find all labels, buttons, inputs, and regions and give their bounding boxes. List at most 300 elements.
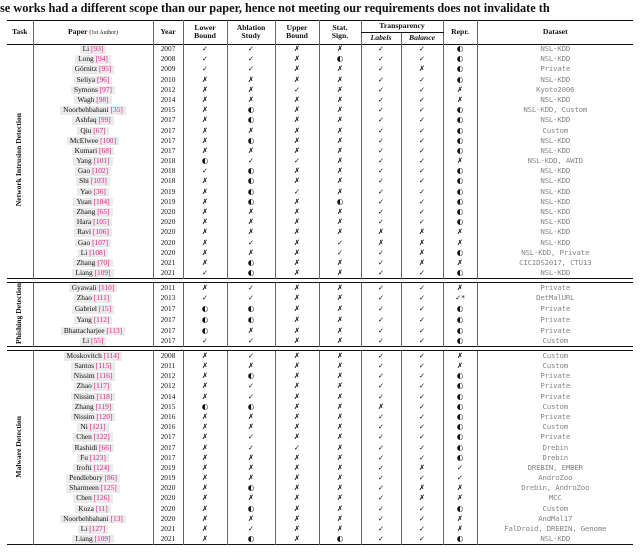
citation-link[interactable]: [105] (93, 217, 110, 227)
labels-mark: ✓ (361, 126, 401, 136)
ablation-study-mark: ◐ (227, 534, 275, 544)
table-row (7, 136, 633, 146)
repr-mark: ✗ (443, 514, 477, 524)
citation-link[interactable]: [124] (93, 463, 110, 472)
labels-mark: ✗ (361, 402, 401, 412)
table-row (7, 238, 633, 248)
dataset-cell: NSL-KDD (477, 228, 633, 238)
citation-link[interactable]: [122] (93, 432, 110, 442)
dataset-cell: DetMalURL (477, 293, 633, 304)
labels-mark: ✓ (361, 422, 401, 432)
stat-sign-mark: ✗ (319, 258, 361, 268)
balance-mark: ✓ (401, 443, 443, 453)
paper-first-author: Gyawali (71, 282, 99, 292)
labels-mark: ✓ (361, 75, 401, 85)
year-cell: 2020 (153, 248, 183, 258)
paper-cell (33, 371, 153, 381)
balance-mark: ✗ (401, 494, 443, 504)
paper-first-author: Li (80, 247, 90, 257)
repr-mark: ◐ (443, 402, 477, 412)
balance-mark: ✓ (401, 136, 443, 146)
citation-link[interactable]: [93] (91, 44, 104, 54)
dataset-cell: AndroZoo (477, 473, 633, 483)
year-cell: 2015 (153, 105, 183, 115)
ablation-study-mark: ✓ (227, 283, 275, 294)
table-row (7, 85, 633, 95)
stat-sign-mark: ✗ (319, 325, 361, 336)
stat-sign-mark: ✗ (319, 412, 361, 422)
citation-link[interactable]: [36] (93, 186, 106, 196)
upper-bound-mark: ✗ (275, 412, 319, 422)
repr-mark: ◐ (443, 315, 477, 326)
year-cell: 2020 (153, 217, 183, 227)
paper-first-author: Liang (75, 268, 95, 277)
table-row (7, 371, 633, 381)
citation-link[interactable]: [119] (95, 401, 112, 411)
repr-mark: ✗ (443, 85, 477, 95)
header-transparency: Transparency (361, 21, 443, 33)
dataset-cell: Private (477, 382, 633, 392)
labels-mark: ✗ (361, 238, 401, 248)
paper-first-author: Hara (76, 217, 94, 227)
year-cell: 2021 (153, 524, 183, 534)
lower-bound-mark: ✗ (183, 483, 227, 493)
dataset-cell: Custom (477, 402, 633, 412)
dataset-cell: NSL-KDD (477, 166, 633, 176)
balance-mark: ✓ (401, 412, 443, 422)
paper-cell (33, 504, 153, 514)
table-row (7, 166, 633, 176)
table-row (7, 283, 633, 294)
repr-mark: ◐ (443, 187, 477, 197)
lower-bound-mark: ✓ (183, 336, 227, 347)
citation-link[interactable]: [67] (93, 125, 106, 135)
table-row (7, 156, 633, 166)
lower-bound-mark: ✗ (183, 217, 227, 227)
upper-bound-mark: ✗ (275, 248, 319, 258)
repr-mark: ✗ (443, 156, 477, 166)
repr-mark: ✗ (443, 228, 477, 238)
upper-bound-mark: ✗ (275, 473, 319, 483)
ablation-study-mark: ◐ (227, 315, 275, 326)
paper-first-author: Noorbehbahani (63, 513, 111, 523)
citation-link[interactable]: [110] (98, 282, 115, 292)
stat-sign-mark: ✗ (319, 514, 361, 524)
lower-bound-mark: ✓ (183, 65, 227, 75)
year-cell: 2013 (153, 293, 183, 304)
paper-cell (33, 166, 153, 176)
ablation-study-mark: ◐ (227, 371, 275, 381)
year-cell: 2017 (153, 325, 183, 336)
header-lower-bound: Lower Bound (183, 21, 227, 45)
dataset-cell: NSL-KDD (477, 534, 633, 544)
citation-link[interactable]: [65] (97, 207, 110, 217)
dataset-cell: MCC (477, 494, 633, 504)
citation-link[interactable]: [114] (103, 351, 120, 361)
balance-mark: ✓ (401, 453, 443, 463)
stat-sign-mark: ✗ (319, 315, 361, 326)
repr-mark: ◐ (443, 248, 477, 258)
balance-mark: ✓ (401, 207, 443, 217)
lower-bound-mark: ✗ (183, 126, 227, 136)
lower-bound-mark: ✗ (183, 382, 227, 392)
citation-link[interactable]: [109] (94, 268, 111, 277)
repr-mark: ◐ (443, 217, 477, 227)
paper-cell (33, 238, 153, 248)
citation-link[interactable]: [68] (99, 146, 112, 155)
table-row (7, 258, 633, 268)
upper-bound-mark: ✗ (275, 325, 319, 336)
year-cell: 2020 (153, 514, 183, 524)
upper-bound-mark: ✗ (275, 75, 319, 85)
dataset-cell: CICIDS2017, CTU13 (477, 258, 633, 268)
year-cell: 2011 (153, 361, 183, 371)
lower-bound-mark: ✗ (183, 105, 227, 115)
table-row (7, 65, 633, 75)
citation-link[interactable]: [120] (96, 412, 113, 421)
dataset-cell: NSL-KDD (477, 177, 633, 187)
balance-mark: ✓ (401, 105, 443, 115)
dataset-cell: Private (477, 315, 633, 326)
ablation-study-mark: ◐ (227, 116, 275, 126)
balance-mark: ✗ (401, 248, 443, 258)
paper-highlight (72, 116, 114, 125)
dataset-cell: Custom (477, 361, 633, 371)
repr-mark: ✗ (443, 283, 477, 294)
paper-highlight (66, 474, 120, 483)
stat-sign-mark: ✗ (319, 177, 361, 187)
paper-highlight (75, 505, 111, 514)
comparison-table (7, 20, 633, 545)
paper-highlight (73, 259, 112, 268)
citation-link[interactable]: [70] (97, 258, 110, 267)
balance-mark: ✓ (401, 85, 443, 95)
stat-sign-mark: ✗ (319, 207, 361, 217)
stat-sign-mark: ✗ (319, 494, 361, 504)
table-row (7, 443, 633, 453)
dataset-cell: NSL-KDD (477, 75, 633, 85)
balance-mark: ✓ (401, 293, 443, 304)
dataset-cell: Drebin (477, 443, 633, 453)
year-cell: 2019 (153, 187, 183, 197)
upper-bound-mark: ✗ (275, 116, 319, 126)
labels-mark: ✓ (361, 336, 401, 347)
year-cell: 2020 (153, 238, 183, 248)
dataset-cell: Custom (477, 126, 633, 136)
labels-mark: ✓ (361, 504, 401, 514)
stat-sign-mark: ✗ (319, 136, 361, 146)
labels-mark: ✓ (361, 54, 401, 64)
ablation-study-mark: ◐ (227, 304, 275, 315)
ablation-study-mark: ✗ (227, 422, 275, 432)
upper-bound-mark: ✗ (275, 136, 319, 146)
citation-link[interactable]: [113] (106, 325, 123, 335)
paper-highlight (73, 433, 112, 442)
year-cell: 2020 (153, 504, 183, 514)
labels-mark: ✓ (361, 453, 401, 463)
ablation-study-mark: ✗ (227, 463, 275, 473)
ablation-study-mark: ✓ (227, 238, 275, 248)
lower-bound-mark: ✓ (183, 54, 227, 64)
paper-cell (33, 283, 153, 294)
paper-cell (33, 126, 153, 136)
paper-highlight (72, 444, 115, 453)
dataset-cell: Private (477, 432, 633, 442)
citation-link[interactable]: [96] (97, 74, 110, 84)
paper-highlight (76, 177, 110, 186)
citation-link[interactable]: [118] (96, 391, 113, 401)
repr-mark: ◐ (443, 325, 477, 336)
paper-cell (33, 402, 153, 412)
dataset-cell: NSL-KDD (477, 268, 633, 278)
paper-first-author: Li (80, 524, 90, 533)
paper-first-author: Ravi (77, 227, 93, 237)
header-year: Year (153, 21, 183, 45)
balance-mark: ✗ (401, 258, 443, 268)
ablation-study-mark: ✗ (227, 453, 275, 463)
dataset-cell: Private (477, 283, 633, 294)
lower-bound-mark: ✗ (183, 116, 227, 126)
table-row (7, 146, 633, 156)
citation-link[interactable]: [126] (93, 493, 110, 503)
table-row (7, 473, 633, 483)
dataset-cell: NSL-KDD, Private (477, 248, 633, 258)
year-cell: 2021 (153, 534, 183, 544)
paper-cell (33, 304, 153, 315)
balance-mark: ✓ (401, 126, 443, 136)
upper-bound-mark: ✗ (275, 351, 319, 361)
lower-bound-mark: ✗ (183, 95, 227, 105)
citation-link[interactable]: [86] (104, 473, 117, 483)
balance-mark: ✓ (401, 325, 443, 336)
table-row (7, 126, 633, 136)
lower-bound-mark: ✗ (183, 207, 227, 217)
citation-link[interactable]: [100] (100, 135, 117, 145)
table-row (7, 494, 633, 504)
labels-mark: ✓ (361, 166, 401, 176)
paper-highlight (72, 269, 113, 278)
citation-link[interactable]: [121] (89, 422, 106, 432)
citation-link[interactable]: [103] (90, 176, 107, 186)
lower-bound-mark: ✗ (183, 412, 227, 422)
upper-bound-mark: ✗ (275, 524, 319, 534)
dataset-cell: NSL-KDD (477, 207, 633, 217)
citation-link[interactable]: [55] (91, 336, 104, 346)
paper-cell (33, 453, 153, 463)
upper-bound-mark: ✗ (275, 463, 319, 473)
upper-bound-mark: ✗ (275, 105, 319, 115)
lower-bound-mark: ◐ (183, 315, 227, 326)
year-cell: 2016 (153, 422, 183, 432)
paper-cell (33, 75, 153, 85)
upper-bound-mark: ✗ (275, 293, 319, 304)
ablation-study-mark: ✗ (227, 412, 275, 422)
ablation-study-mark: ✓ (227, 524, 275, 534)
header-ablation-study: Ablation Study (227, 21, 275, 45)
lower-bound-mark: ✓ (183, 44, 227, 54)
balance-mark: ✓ (401, 146, 443, 156)
ablation-study-mark: ✗ (227, 325, 275, 336)
year-cell: 2019 (153, 463, 183, 473)
repr-mark: ◐ (443, 177, 477, 187)
table-row (7, 422, 633, 432)
lower-bound-mark: ✗ (183, 453, 227, 463)
lower-bound-mark: ✓ (183, 166, 227, 176)
lower-bound-mark: ✗ (183, 514, 227, 524)
paper-highlight (80, 337, 107, 346)
paper-cell (33, 524, 153, 534)
labels-mark: ✓ (361, 534, 401, 544)
paper-cell (33, 325, 153, 336)
citation-link[interactable]: [111] (93, 293, 110, 303)
citation-link[interactable]: [108] (89, 247, 106, 257)
paper-first-author: Gao (77, 237, 93, 247)
paper-first-author: Santos (74, 361, 96, 370)
labels-mark: ✓ (361, 187, 401, 197)
repr-mark: ✓ (443, 463, 477, 473)
paper-cell (33, 258, 153, 268)
citation-link[interactable]: [106] (92, 227, 109, 237)
citation-link[interactable]: [11] (95, 503, 108, 513)
labels-mark: ✓ (361, 361, 401, 371)
paper-first-author: Görnitz (74, 64, 100, 74)
repr-mark: ✓* (443, 293, 477, 304)
citation-link[interactable]: [95] (99, 64, 112, 74)
balance-mark: ✓ (401, 361, 443, 371)
upper-bound-mark: ✗ (275, 432, 319, 442)
ablation-study-mark: ✗ (227, 126, 275, 136)
table-row (7, 54, 633, 64)
paper-first-author: Zhang (74, 401, 96, 411)
balance-mark: ✓ (401, 54, 443, 64)
ablation-study-mark: ✗ (227, 361, 275, 371)
paper-cell (33, 494, 153, 504)
stat-sign-mark: ✗ (319, 166, 361, 176)
lower-bound-mark: ◐ (183, 156, 227, 166)
citation-link[interactable]: [109] (94, 534, 111, 543)
year-cell: 2017 (153, 432, 183, 442)
paper-highlight (77, 454, 109, 463)
table-row (7, 382, 633, 392)
labels-mark: ✓ (361, 463, 401, 473)
citation-link[interactable]: [125] (100, 483, 117, 493)
ablation-study-mark: ✓ (227, 392, 275, 402)
paper-first-author: Seliya (76, 74, 97, 84)
citation-link[interactable]: [107] (92, 237, 109, 247)
lower-bound-mark: ✗ (183, 524, 227, 534)
citation-link[interactable]: [104] (93, 197, 110, 206)
stat-sign-mark: ◐ (319, 534, 361, 544)
repr-mark: ✗ (443, 524, 477, 534)
paper-highlight (74, 294, 113, 303)
dataset-cell: Private (477, 304, 633, 315)
balance-mark: ✓ (401, 371, 443, 381)
lower-bound-mark: ✗ (183, 473, 227, 483)
paper-cell (33, 116, 153, 126)
table-row (7, 207, 633, 217)
ablation-study-mark: ✗ (227, 75, 275, 85)
citation-link[interactable]: [15] (98, 304, 112, 314)
dataset-cell: NSL-KDD (477, 44, 633, 54)
balance-mark: ✓ (401, 315, 443, 326)
balance-mark: ✓ (401, 197, 443, 207)
citation-link[interactable]: [123] (89, 452, 106, 462)
lower-bound-mark: ✗ (183, 361, 227, 371)
citation-link[interactable]: [127] (89, 524, 106, 533)
repr-mark: ◐ (443, 116, 477, 126)
upper-bound-mark: ✗ (275, 382, 319, 392)
paper-first-author: Symons (74, 84, 100, 94)
stat-sign-mark: ✗ (319, 156, 361, 166)
citation-link[interactable]: [99] (98, 115, 111, 125)
year-cell: 2019 (153, 473, 183, 483)
stat-sign-mark: ✗ (319, 283, 361, 294)
lower-bound-mark: ✗ (183, 177, 227, 187)
labels-mark: ✓ (361, 85, 401, 95)
lower-bound-mark: ◐ (183, 402, 227, 412)
balance-mark: ✓ (401, 336, 443, 347)
paper-cell (33, 207, 153, 217)
year-cell: 2018 (153, 166, 183, 176)
stat-sign-mark: ✗ (319, 44, 361, 54)
lower-bound-mark: ✗ (183, 351, 227, 361)
citation-link[interactable]: [66] (99, 442, 112, 452)
labels-mark: ✓ (361, 116, 401, 126)
citation-link[interactable]: [117] (93, 381, 110, 391)
year-cell: 2009 (153, 65, 183, 75)
citation-link[interactable]: [98] (96, 95, 109, 104)
paper-highlight (71, 362, 114, 371)
citation-link[interactable]: [112] (93, 314, 110, 324)
citation-link[interactable]: [35] (110, 105, 123, 115)
task-section-label: Phishing Detection (14, 283, 24, 344)
repr-mark: ◐ (443, 336, 477, 347)
repr-mark: ◐ (443, 443, 477, 453)
citation-link[interactable]: [102] (92, 166, 109, 176)
repr-mark: ◐ (443, 268, 477, 278)
citation-link[interactable]: [97] (99, 84, 112, 94)
ablation-study-mark: ◐ (227, 187, 275, 197)
paper-first-author: Rashidi (74, 442, 100, 452)
paper-cell (33, 422, 153, 432)
table-row (7, 351, 633, 361)
header-dataset: Dataset (477, 21, 633, 45)
upper-bound-mark: ✗ (275, 146, 319, 156)
labels-mark: ✓ (361, 95, 401, 105)
balance-mark: ✓ (401, 422, 443, 432)
stat-sign-mark: ✗ (319, 463, 361, 473)
paper-cell (33, 248, 153, 258)
paper-cell (33, 54, 153, 64)
paper-highlight (77, 188, 109, 197)
citation-link[interactable]: [94] (95, 54, 108, 64)
year-cell: 2011 (153, 283, 183, 294)
paper-first-author: Sharmeen (69, 483, 101, 493)
citation-link[interactable]: [116] (96, 371, 113, 381)
year-cell: 2010 (153, 75, 183, 85)
year-cell: 2020 (153, 207, 183, 217)
stat-sign-mark: ✗ (319, 85, 361, 95)
citation-link[interactable]: [13] (110, 513, 123, 523)
table-row (7, 483, 633, 493)
lower-bound-mark: ✗ (183, 392, 227, 402)
table-row (7, 228, 633, 238)
citation-link[interactable]: [115] (95, 361, 112, 370)
header-upper-bound: Upper Bound (275, 21, 319, 45)
ablation-study-mark: ◐ (227, 177, 275, 187)
citation-link[interactable]: [101] (93, 156, 110, 166)
task-section (7, 351, 633, 545)
